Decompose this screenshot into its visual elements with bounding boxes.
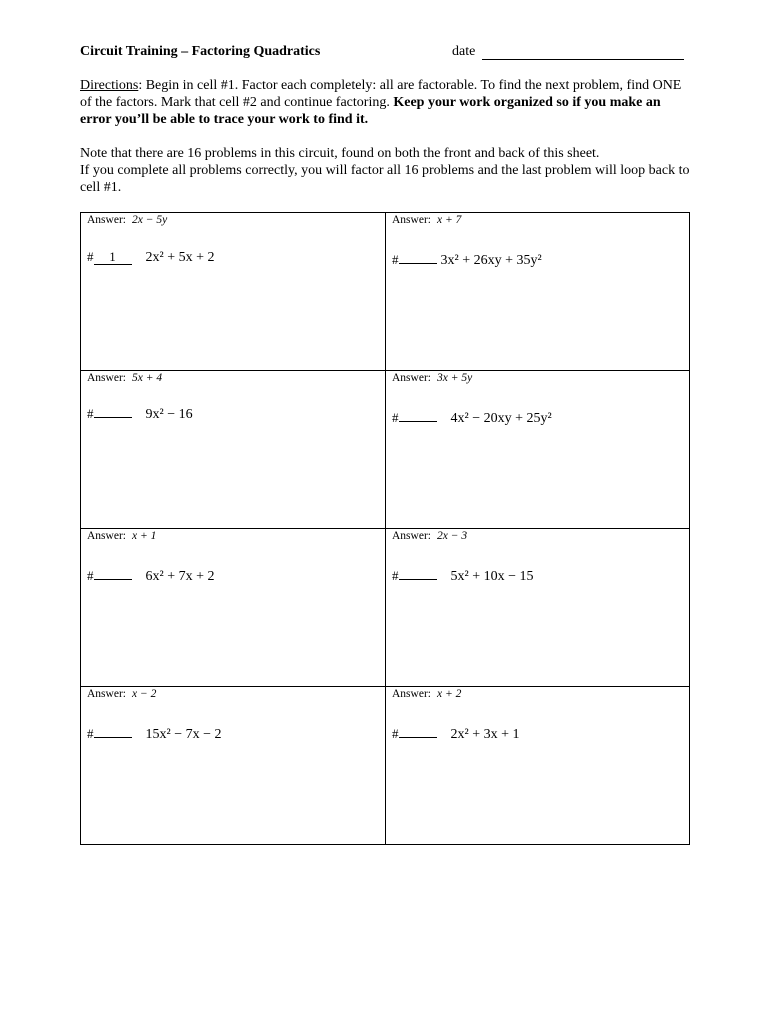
cell-number-blank[interactable] [399,407,437,422]
cell-number-blank[interactable] [94,723,132,738]
date-label: date [452,44,476,59]
problem-line [87,403,193,423]
answer-expression: 3x + 5y [436,372,473,384]
answer-expression: x − 2 [131,688,157,700]
problem-expression: 4x² − 20xy + 25y² [450,411,552,426]
problem-expression: 9x² − 16 [145,407,193,422]
problem-cell [386,213,691,371]
answer-expression: 2x − 3 [436,530,468,542]
worksheet-header [80,44,690,64]
problem-line [87,565,215,585]
answer-line [392,530,467,542]
hash-sign: # [87,726,94,741]
problem-cell [81,529,386,687]
problem-cell [386,529,691,687]
directions-text: : Begin in cell #1. Factor each completely: all are factorable. To find the next problem, find ONE of the factors. Mark that cell #2 and continue factoring. [80,78,682,110]
cell-number-blank[interactable] [399,723,437,738]
hash-sign: # [392,410,399,425]
answer-label: Answer: [87,214,126,226]
directions-paragraph [80,77,690,128]
answer-line [392,688,461,700]
answer-line [87,530,156,542]
problem-cell [386,371,691,529]
answer-label: Answer: [87,688,126,700]
problem-cell [386,687,691,845]
problem-expression: 5x² + 10x − 15 [450,569,534,584]
worksheet-title: Circuit Training – Factoring Quadratics [80,44,321,59]
answer-label: Answer: [87,372,126,384]
problem-grid [80,212,690,845]
answer-label: Answer: [392,372,431,384]
hash-sign: # [392,252,399,267]
hash-sign: # [87,249,94,264]
problem-line [392,723,520,743]
problem-expression: 2x² + 5x + 2 [145,250,215,265]
hash-sign: # [392,568,399,583]
problem-cell [81,213,386,371]
cell-number-blank[interactable] [94,403,132,418]
problem-expression: 6x² + 7x + 2 [145,569,215,584]
problem-line [87,723,222,743]
cell-number-blank[interactable]: 1 [94,250,132,265]
problem-line [392,407,552,427]
hash-sign: # [392,726,399,741]
problem-expression: 3x² + 26xy + 35y² [440,253,542,268]
directions-bold-text: Keep your work organized so if you make an error you’ll be able to trace your work to find it. [80,95,661,127]
answer-line [87,214,167,226]
note-line-2: If you complete all problems correctly, you will factor all 16 problems and the last problem will loop back to cell #1. [80,163,690,195]
answer-label: Answer: [392,214,431,226]
problem-cell [81,687,386,845]
hash-sign: # [87,406,94,421]
problem-expression: 2x² + 3x + 1 [450,727,520,742]
cell-number-blank[interactable] [399,565,437,580]
answer-expression: 2x − 5y [131,214,168,226]
answer-expression: x + 7 [436,214,462,226]
date-line [482,59,684,60]
answer-label: Answer: [392,688,431,700]
answer-expression: x + 1 [131,530,157,542]
answer-line [87,372,162,384]
answer-expression: x + 2 [436,688,462,700]
answer-line [392,372,472,384]
problem-line [87,249,215,266]
answer-line [392,214,461,226]
problem-cell [81,371,386,529]
note-paragraph [80,145,690,196]
answer-label: Answer: [87,530,126,542]
problem-expression: 15x² − 7x − 2 [145,727,222,742]
directions-label: Directions [80,78,139,93]
hash-sign: # [87,568,94,583]
answer-label: Answer: [392,530,431,542]
problem-line [392,565,534,585]
cell-number-blank[interactable] [399,249,437,264]
cell-number-blank[interactable] [94,565,132,580]
note-line-1: Note that there are 16 problems in this circuit, found on both the front and back of this sheet. [80,146,600,161]
problem-line [392,249,542,269]
answer-expression: 5x + 4 [131,372,163,384]
answer-line [87,688,156,700]
